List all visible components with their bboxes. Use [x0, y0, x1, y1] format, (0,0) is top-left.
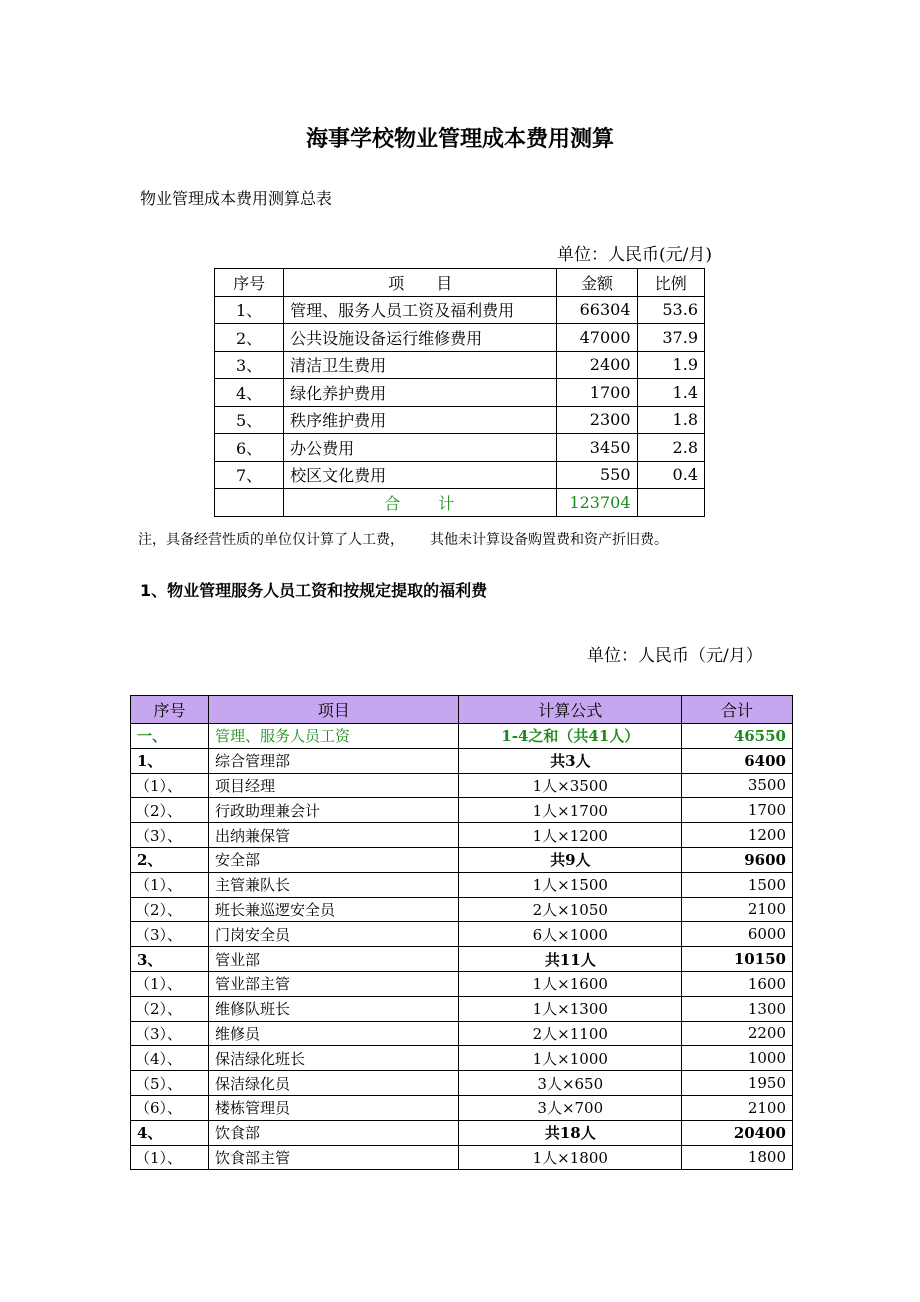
- staff-item-row: [131, 897, 793, 922]
- group-formula: 共9人: [459, 847, 682, 872]
- summary-row-amount: 550: [557, 461, 637, 489]
- summary-row-item: 公共设施设备运行维修费用: [284, 324, 557, 352]
- staff-item-row: [131, 1046, 793, 1071]
- summary-row: [215, 379, 705, 407]
- item-formula: 3人×650: [459, 1071, 682, 1096]
- item-name: 出纳兼保管: [208, 823, 459, 848]
- summary-row-no: 5、: [215, 406, 284, 434]
- summary-row: [215, 461, 705, 489]
- item-formula: 1人×1700: [459, 798, 682, 823]
- item-no: （3）、: [131, 922, 209, 947]
- item-total: 1800: [682, 1145, 793, 1170]
- item-name: 楼栋管理员: [208, 1095, 459, 1120]
- item-total: 1200: [682, 823, 793, 848]
- summary-row-no: 6、: [215, 434, 284, 462]
- item-total: 1500: [682, 872, 793, 897]
- group-item: 安全部: [208, 847, 459, 872]
- group-no: 2、: [131, 847, 209, 872]
- staff-group-row: [131, 748, 793, 773]
- item-name: 维修员: [208, 1021, 459, 1046]
- item-name: 班长兼巡逻安全员: [208, 897, 459, 922]
- item-no: （3）、: [131, 1021, 209, 1046]
- staff-item-row: [131, 773, 793, 798]
- item-no: （2）、: [131, 996, 209, 1021]
- summary-total-row: [215, 489, 705, 517]
- staff-group-row: [131, 947, 793, 972]
- item-total: 2100: [682, 1095, 793, 1120]
- staff-cost-table: [130, 695, 793, 1170]
- staff-item-row: [131, 1095, 793, 1120]
- staff-item-row: [131, 971, 793, 996]
- item-total: 3500: [682, 773, 793, 798]
- summary-row-item: 清洁卫生费用: [284, 351, 557, 379]
- grand-total: 46550: [682, 724, 793, 749]
- note-part2: 其他未计算设备购置费和资产折旧费。: [430, 532, 668, 548]
- item-formula: 3人×700: [459, 1095, 682, 1120]
- summary-row-amount: 66304: [557, 296, 637, 324]
- item-no: （1）、: [131, 872, 209, 897]
- summary-row-no: 4、: [215, 379, 284, 407]
- summary-header-item: 项 目: [284, 269, 557, 297]
- staff-header-formula: 计算公式: [459, 696, 682, 724]
- staff-group-row: [131, 1120, 793, 1145]
- summary-row-ratio: 1.8: [637, 406, 705, 434]
- item-formula: 1人×1800: [459, 1145, 682, 1170]
- grand-item: 管理、服务人员工资: [208, 724, 459, 749]
- summary-row-ratio: 37.9: [637, 324, 705, 352]
- summary-row-no: 3、: [215, 351, 284, 379]
- item-no: （1）、: [131, 1145, 209, 1170]
- summary-row: [215, 296, 705, 324]
- summary-row-no: 2、: [215, 324, 284, 352]
- item-no: （2）、: [131, 798, 209, 823]
- group-item: 管业部: [208, 947, 459, 972]
- summary-total-label: 合 计: [284, 489, 557, 517]
- item-name: 维修队班长: [208, 996, 459, 1021]
- item-formula: 6人×1000: [459, 922, 682, 947]
- item-no: （2）、: [131, 897, 209, 922]
- staff-item-row: [131, 1071, 793, 1096]
- staff-item-row: [131, 922, 793, 947]
- item-name: 管业部主管: [208, 971, 459, 996]
- summary-total-ratio-blank: [637, 489, 705, 517]
- item-formula: 1人×1600: [459, 971, 682, 996]
- summary-header-ratio: 比例: [637, 269, 705, 297]
- summary-row-ratio: 0.4: [637, 461, 705, 489]
- item-total: 1000: [682, 1046, 793, 1071]
- staff-grand-row: [131, 724, 793, 749]
- item-no: （3）、: [131, 823, 209, 848]
- item-total: 1300: [682, 996, 793, 1021]
- staff-item-row: [131, 1021, 793, 1046]
- item-formula: 1人×1300: [459, 996, 682, 1021]
- summary-row-ratio: 2.8: [637, 434, 705, 462]
- item-formula: 2人×1100: [459, 1021, 682, 1046]
- group-formula: 共18人: [459, 1120, 682, 1145]
- grand-formula: 1-4之和（共41人）: [459, 724, 682, 749]
- summary-row-amount: 2300: [557, 406, 637, 434]
- summary-row-ratio: 53.6: [637, 296, 705, 324]
- summary-total-amount: 123704: [557, 489, 637, 517]
- group-formula: 共3人: [459, 748, 682, 773]
- summary-row-ratio: 1.9: [637, 351, 705, 379]
- group-no: 1、: [131, 748, 209, 773]
- summary-row-item: 办公费用: [284, 434, 557, 462]
- group-item: 饮食部: [208, 1120, 459, 1145]
- group-total: 20400: [682, 1120, 793, 1145]
- item-name: 保洁绿化班长: [208, 1046, 459, 1071]
- group-total: 6400: [682, 748, 793, 773]
- item-formula: 1人×1500: [459, 872, 682, 897]
- group-formula: 共11人: [459, 947, 682, 972]
- summary-row-item: 管理、服务人员工资及福利费用: [284, 296, 557, 324]
- staff-header-item: 项目: [208, 696, 459, 724]
- item-formula: 1人×1200: [459, 823, 682, 848]
- group-no: 4、: [131, 1120, 209, 1145]
- item-no: （4）、: [131, 1046, 209, 1071]
- summary-row-amount: 2400: [557, 351, 637, 379]
- item-name: 保洁绿化员: [208, 1071, 459, 1096]
- summary-header-amount: 金额: [557, 269, 637, 297]
- summary-total-blank: [215, 489, 284, 517]
- item-total: 1600: [682, 971, 793, 996]
- summary-row-amount: 1700: [557, 379, 637, 407]
- summary-subtitle: 物业管理成本费用测算总表: [140, 189, 333, 208]
- item-total: 2100: [682, 897, 793, 922]
- page-title: 海事学校物业管理成本费用测算: [305, 127, 614, 152]
- summary-row-no: 1、: [215, 296, 284, 324]
- note-part1: 注，具备经营性质的单位仅计算了人工费，: [138, 532, 404, 548]
- summary-row: [215, 406, 705, 434]
- summary-row-item: 绿化养护费用: [284, 379, 557, 407]
- item-no: （1）、: [131, 773, 209, 798]
- staff-item-row: [131, 996, 793, 1021]
- item-no: （6）、: [131, 1095, 209, 1120]
- summary-note: [138, 529, 668, 549]
- summary-row: [215, 324, 705, 352]
- staff-header-no: 序号: [131, 696, 209, 724]
- summary-header-row: [215, 269, 705, 297]
- section-title: 1、物业管理服务人员工资和按规定提取的福利费: [140, 581, 488, 600]
- staff-item-row: [131, 872, 793, 897]
- staff-item-row: [131, 798, 793, 823]
- item-name: 饮食部主管: [208, 1145, 459, 1170]
- item-name: 门岗安全员: [208, 922, 459, 947]
- item-name: 项目经理: [208, 773, 459, 798]
- grand-no: 一、: [131, 724, 209, 749]
- staff-group-row: [131, 847, 793, 872]
- summary-row-ratio: 1.4: [637, 379, 705, 407]
- staff-item-row: [131, 823, 793, 848]
- staff-header-row: [131, 696, 793, 724]
- summary-row: [215, 351, 705, 379]
- group-item: 综合管理部: [208, 748, 459, 773]
- staff-unit-label: 单位：人民币（元/月）: [587, 646, 763, 666]
- summary-table: [214, 268, 705, 517]
- item-name: 行政助理兼会计: [208, 798, 459, 823]
- group-total: 10150: [682, 947, 793, 972]
- item-name: 主管兼队长: [208, 872, 459, 897]
- group-total: 9600: [682, 847, 793, 872]
- summary-row-amount: 3450: [557, 434, 637, 462]
- summary-row-item: 秩序维护费用: [284, 406, 557, 434]
- summary-row-item: 校区文化费用: [284, 461, 557, 489]
- item-formula: 1人×3500: [459, 773, 682, 798]
- summary-row: [215, 434, 705, 462]
- summary-row-no: 7、: [215, 461, 284, 489]
- summary-header-no: 序号: [215, 269, 284, 297]
- item-total: 1950: [682, 1071, 793, 1096]
- item-total: 2200: [682, 1021, 793, 1046]
- item-total: 6000: [682, 922, 793, 947]
- group-no: 3、: [131, 947, 209, 972]
- item-formula: 1人×1000: [459, 1046, 682, 1071]
- item-no: （5）、: [131, 1071, 209, 1096]
- item-total: 1700: [682, 798, 793, 823]
- staff-header-total: 合计: [682, 696, 793, 724]
- summary-unit-label: 单位：人民币(元/月): [557, 245, 712, 265]
- summary-row-amount: 47000: [557, 324, 637, 352]
- staff-item-row: [131, 1145, 793, 1170]
- item-formula: 2人×1050: [459, 897, 682, 922]
- item-no: （1）、: [131, 971, 209, 996]
